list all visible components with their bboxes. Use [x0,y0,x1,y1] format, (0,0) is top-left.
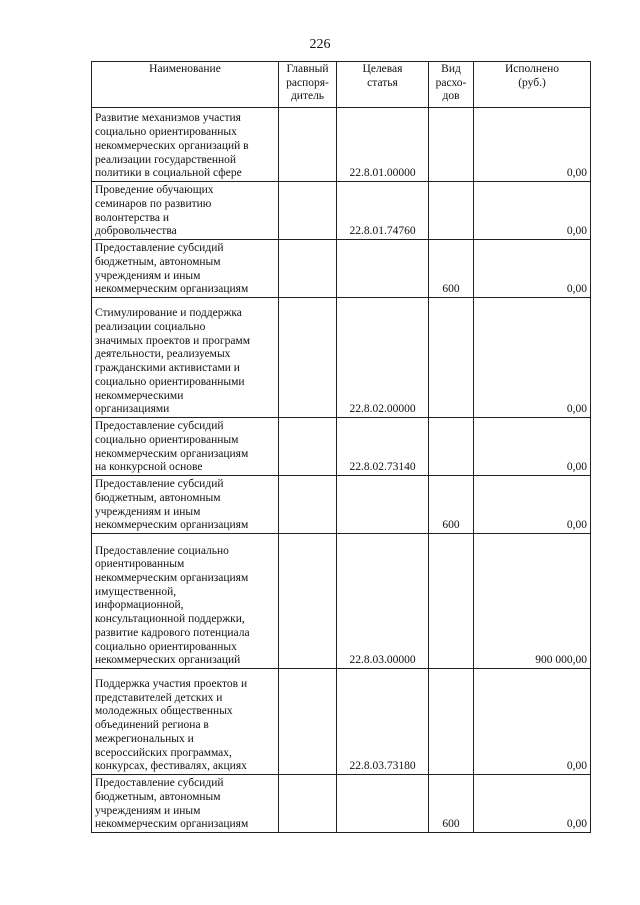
row-executed-cell: 0,00 [474,775,591,833]
row-manager-cell [279,108,337,182]
row-manager-cell [279,298,337,418]
row-manager-cell [279,775,337,833]
table-row [92,182,591,240]
row-type-cell [429,108,474,182]
row-type-cell [429,182,474,240]
row-executed-cell: 0,00 [474,418,591,476]
table-row [92,418,591,476]
table-row [92,108,591,182]
row-target-cell: 22.8.01.74760 [337,182,429,240]
row-name-cell: Поддержка участия проектов и представителей детских и молодежных общественных объединений региона в межрегиональных и всероссийских программах, конкурсах, фестивалях, акциях [92,669,279,775]
table-row [92,240,591,298]
table-body [92,108,591,833]
row-name-cell: Предоставление субсидий бюджетным, автономным учреждениям и иным некоммерческим организациям [92,476,279,534]
row-manager-cell [279,240,337,298]
table-row [92,775,591,833]
table-row [92,476,591,534]
table-row [92,669,591,775]
row-target-cell [337,240,429,298]
row-target-cell: 22.8.01.00000 [337,108,429,182]
row-name-cell: Предоставление субсидий бюджетным, автономным учреждениям и иным некоммерческим организациям [92,775,279,833]
row-executed-cell: 900 000,00 [474,534,591,669]
row-name-cell: Стимулирование и поддержка реализации социально значимых проектов и программ деятельности, реализуемых гражданскими активистами и социально ориентированными некоммерческими организациями [92,298,279,418]
page-number: 226 [309,37,331,52]
row-name-cell: Развитие механизмов участия социально ориентированных некоммерческих организаций в реализации государственной политики в социальной сфере [92,108,279,182]
table-row [92,298,591,418]
row-target-cell: 22.8.03.73180 [337,669,429,775]
header-name: Наименование [92,62,279,108]
row-executed-cell: 0,00 [474,298,591,418]
row-target-cell [337,775,429,833]
row-type-cell [429,669,474,775]
row-manager-cell [279,669,337,775]
row-target-cell: 22.8.03.00000 [337,534,429,669]
row-executed-cell: 0,00 [474,240,591,298]
header-target: Целевая статья [337,62,429,108]
row-name-cell: Предоставление субсидий бюджетным, автономным учреждениям и иным некоммерческим организациям [92,240,279,298]
row-name-cell: Проведение обучающих семинаров по развитию волонтерства и добровольчества [92,182,279,240]
row-name-cell: Предоставление социально ориентированным некоммерческим организациям имущественной, информационной, консультационной поддержки, развитие кадрового потенциала социально ориентированных некоммерческих организаций [92,534,279,669]
row-executed-cell: 0,00 [474,476,591,534]
row-manager-cell [279,182,337,240]
row-target-cell: 22.8.02.73140 [337,418,429,476]
row-type-cell: 600 [429,240,474,298]
header-manager: Главный распоря- дитель [279,62,337,108]
row-name-cell: Предоставление субсидий социально ориентированным некоммерческим организациям на конкурсной основе [92,418,279,476]
row-type-cell [429,418,474,476]
row-manager-cell [279,534,337,669]
table-header-row [92,62,591,108]
row-executed-cell: 0,00 [474,669,591,775]
row-manager-cell [279,476,337,534]
row-type-cell [429,298,474,418]
row-type-cell: 600 [429,775,474,833]
row-type-cell: 600 [429,476,474,534]
budget-table [91,61,591,833]
row-target-cell: 22.8.02.00000 [337,298,429,418]
row-executed-cell: 0,00 [474,108,591,182]
header-type: Вид расхо- дов [429,62,474,108]
row-manager-cell [279,418,337,476]
row-target-cell [337,476,429,534]
table-row [92,534,591,669]
row-type-cell [429,534,474,669]
row-executed-cell: 0,00 [474,182,591,240]
header-executed: Исполнено (руб.) [474,62,591,108]
